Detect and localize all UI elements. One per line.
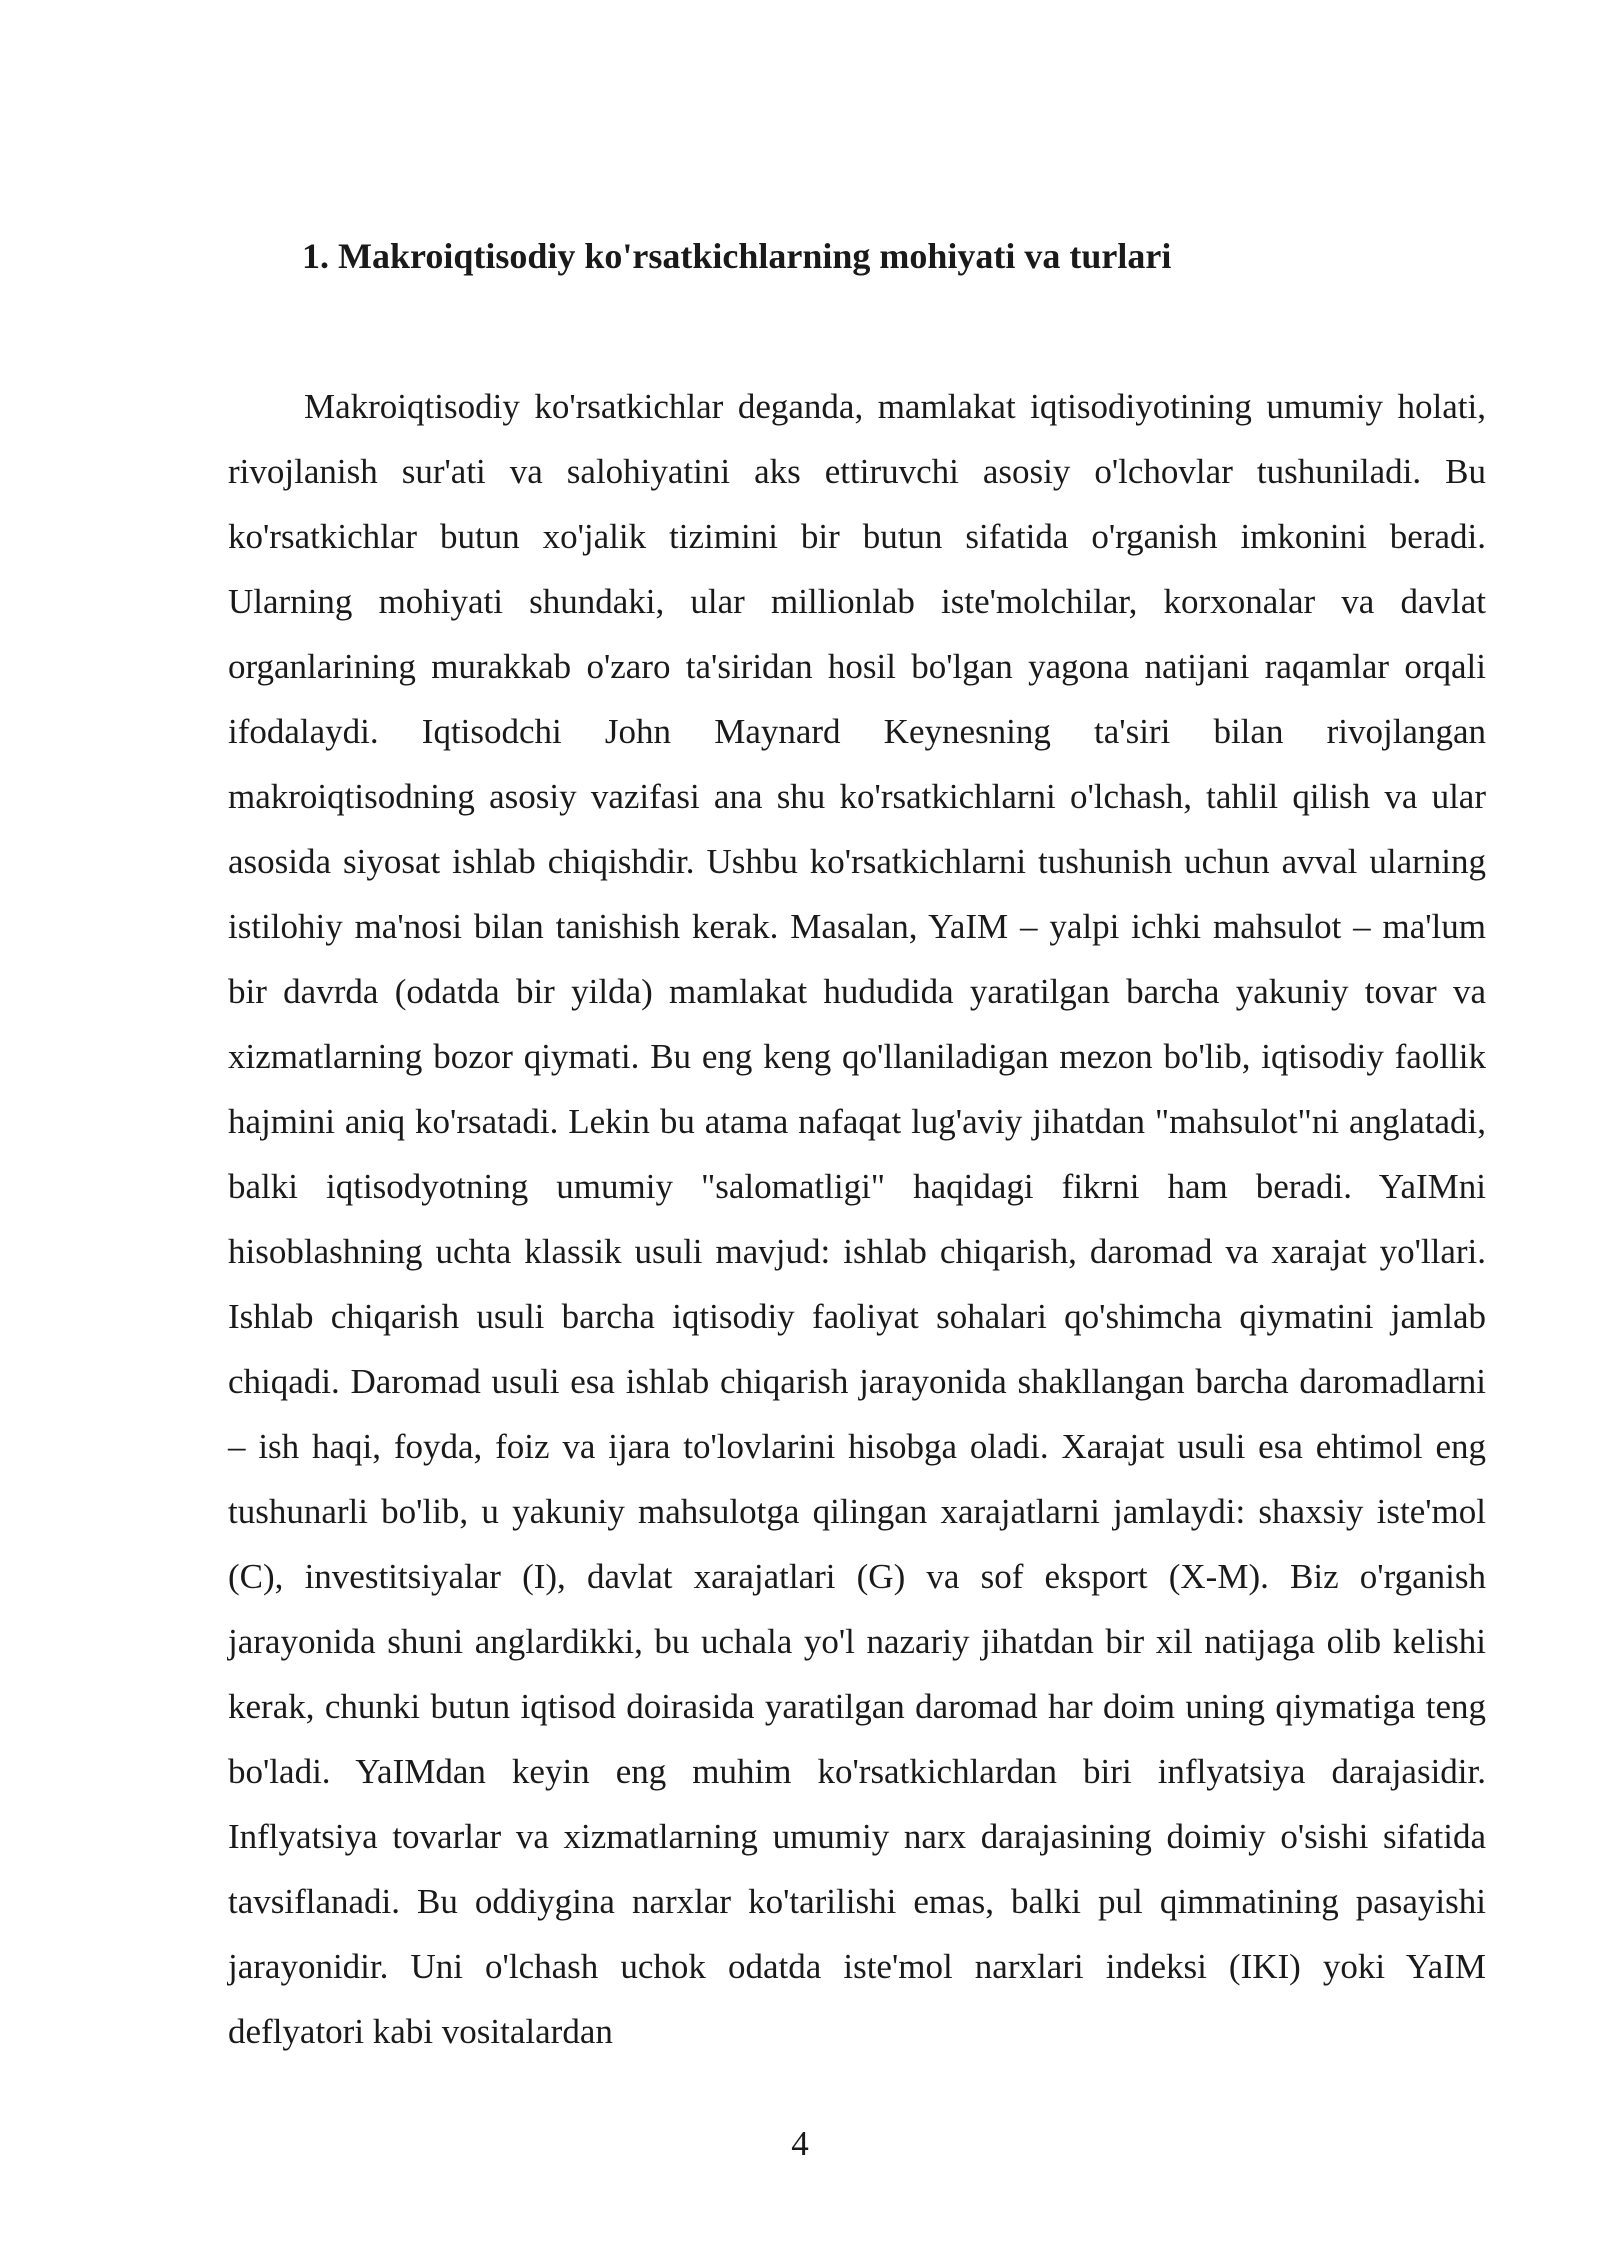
page-number: 4 [791,2124,809,2163]
section-heading: 1. Makroiqtisodiy ko'rsatkichlarning mohiyati va turlari [302,236,1172,276]
body-paragraph: Makroiqtisodiy ko'rsatkichlar deganda, mamlakat iqtisodiyotining umumiy holati, rivojlanish sur'ati va salohiyatini aks ettiruvchi asosiy o'lchovlar tushuniladi. Bu ko'rsatkichlar butun xo'jalik tizimini bir butun sifatida o'rganish imkonini beradi. Ularning mohiyati shundaki, ular millionlab iste'molchilar, korxonalar va davlat organlarining murakkab o'zaro ta'siridan hosil bo'lgan yagona natijani raqamlar orqali ifodalaydi. Iqtisodchi John Maynard Keynesning ta'siri bilan rivojlangan makroiqtisodning asosiy vazifasi ana shu ko'rsatkichlarni o'lchash, tahlil qilish va ular asosida siyosat ishlab chiqishdir. Ushbu ko'rsatkichlarni tushunish uchun avval ularning istilohiy ma'nosi bilan tanishish kerak. Masalan, YaIM – yalpi ichki mahsulot – ma'lum bir davrda (odatda bir yilda) mamlakat hududida yaratilgan barcha yakuniy tovar va xizmatlarning bozor qiymati. Bu eng keng qo'llaniladigan mezon bo'lib, iqtisodiy faollik hajmini aniq ko'rsatadi. Lekin bu atama nafaqat lug'aviy jihatdan "mahsulot"ni anglatadi, balki iqtisodyotning umumiy "salomatligi" haqidagi fikrni ham beradi. YaIMni hisoblashning uchta klassik usuli mavjud: ishlab chiqarish, daromad va xarajat yo'llari. Ishlab chiqarish usuli barcha iqtisodiy faoliyat sohalari qo'shimcha qiymatini jamlab chiqadi. Daromad usuli esa ishlab chiqarish jarayonida shakllangan barcha daromadlarni – ish haqi, foyda, foiz va ijara to'lovlarini hisobga oladi. Xarajat usuli esa ehtimol eng tushunarli bo'lib, u yakuniy mahsulotga qilingan xarajatlarni jamlaydi: shaxsiy iste'mol (C), investitsiyalar (I), davlat xarajatlari (G) va sof eksport (X-M). Biz o'rganish jarayonida shuni anglardikki, bu uchala yo'l nazariy jihatdan bir xil natijaga olib kelishi kerak, chunki butun iqtisod doirasida yaratilgan daromad har doim uning qiymatiga teng bo'ladi. YaIMdan keyin eng muhim ko'rsatkichlardan biri inflyatsiya darajasidir. Inflyatsiya tovarlar va xizmatlarning umumiy narx darajasining doimiy o'sishi sifatida tavsiflanadi. Bu oddiygina narxlar ko'tarilishi emas, balki pul qimmatining pasayishi jarayonidir. Uni o'lchash uchok odatda iste'mol narxlari indeksi (IKI) yoki YaIM deflyatori kabi vositalardan [228,387,1486,2051]
